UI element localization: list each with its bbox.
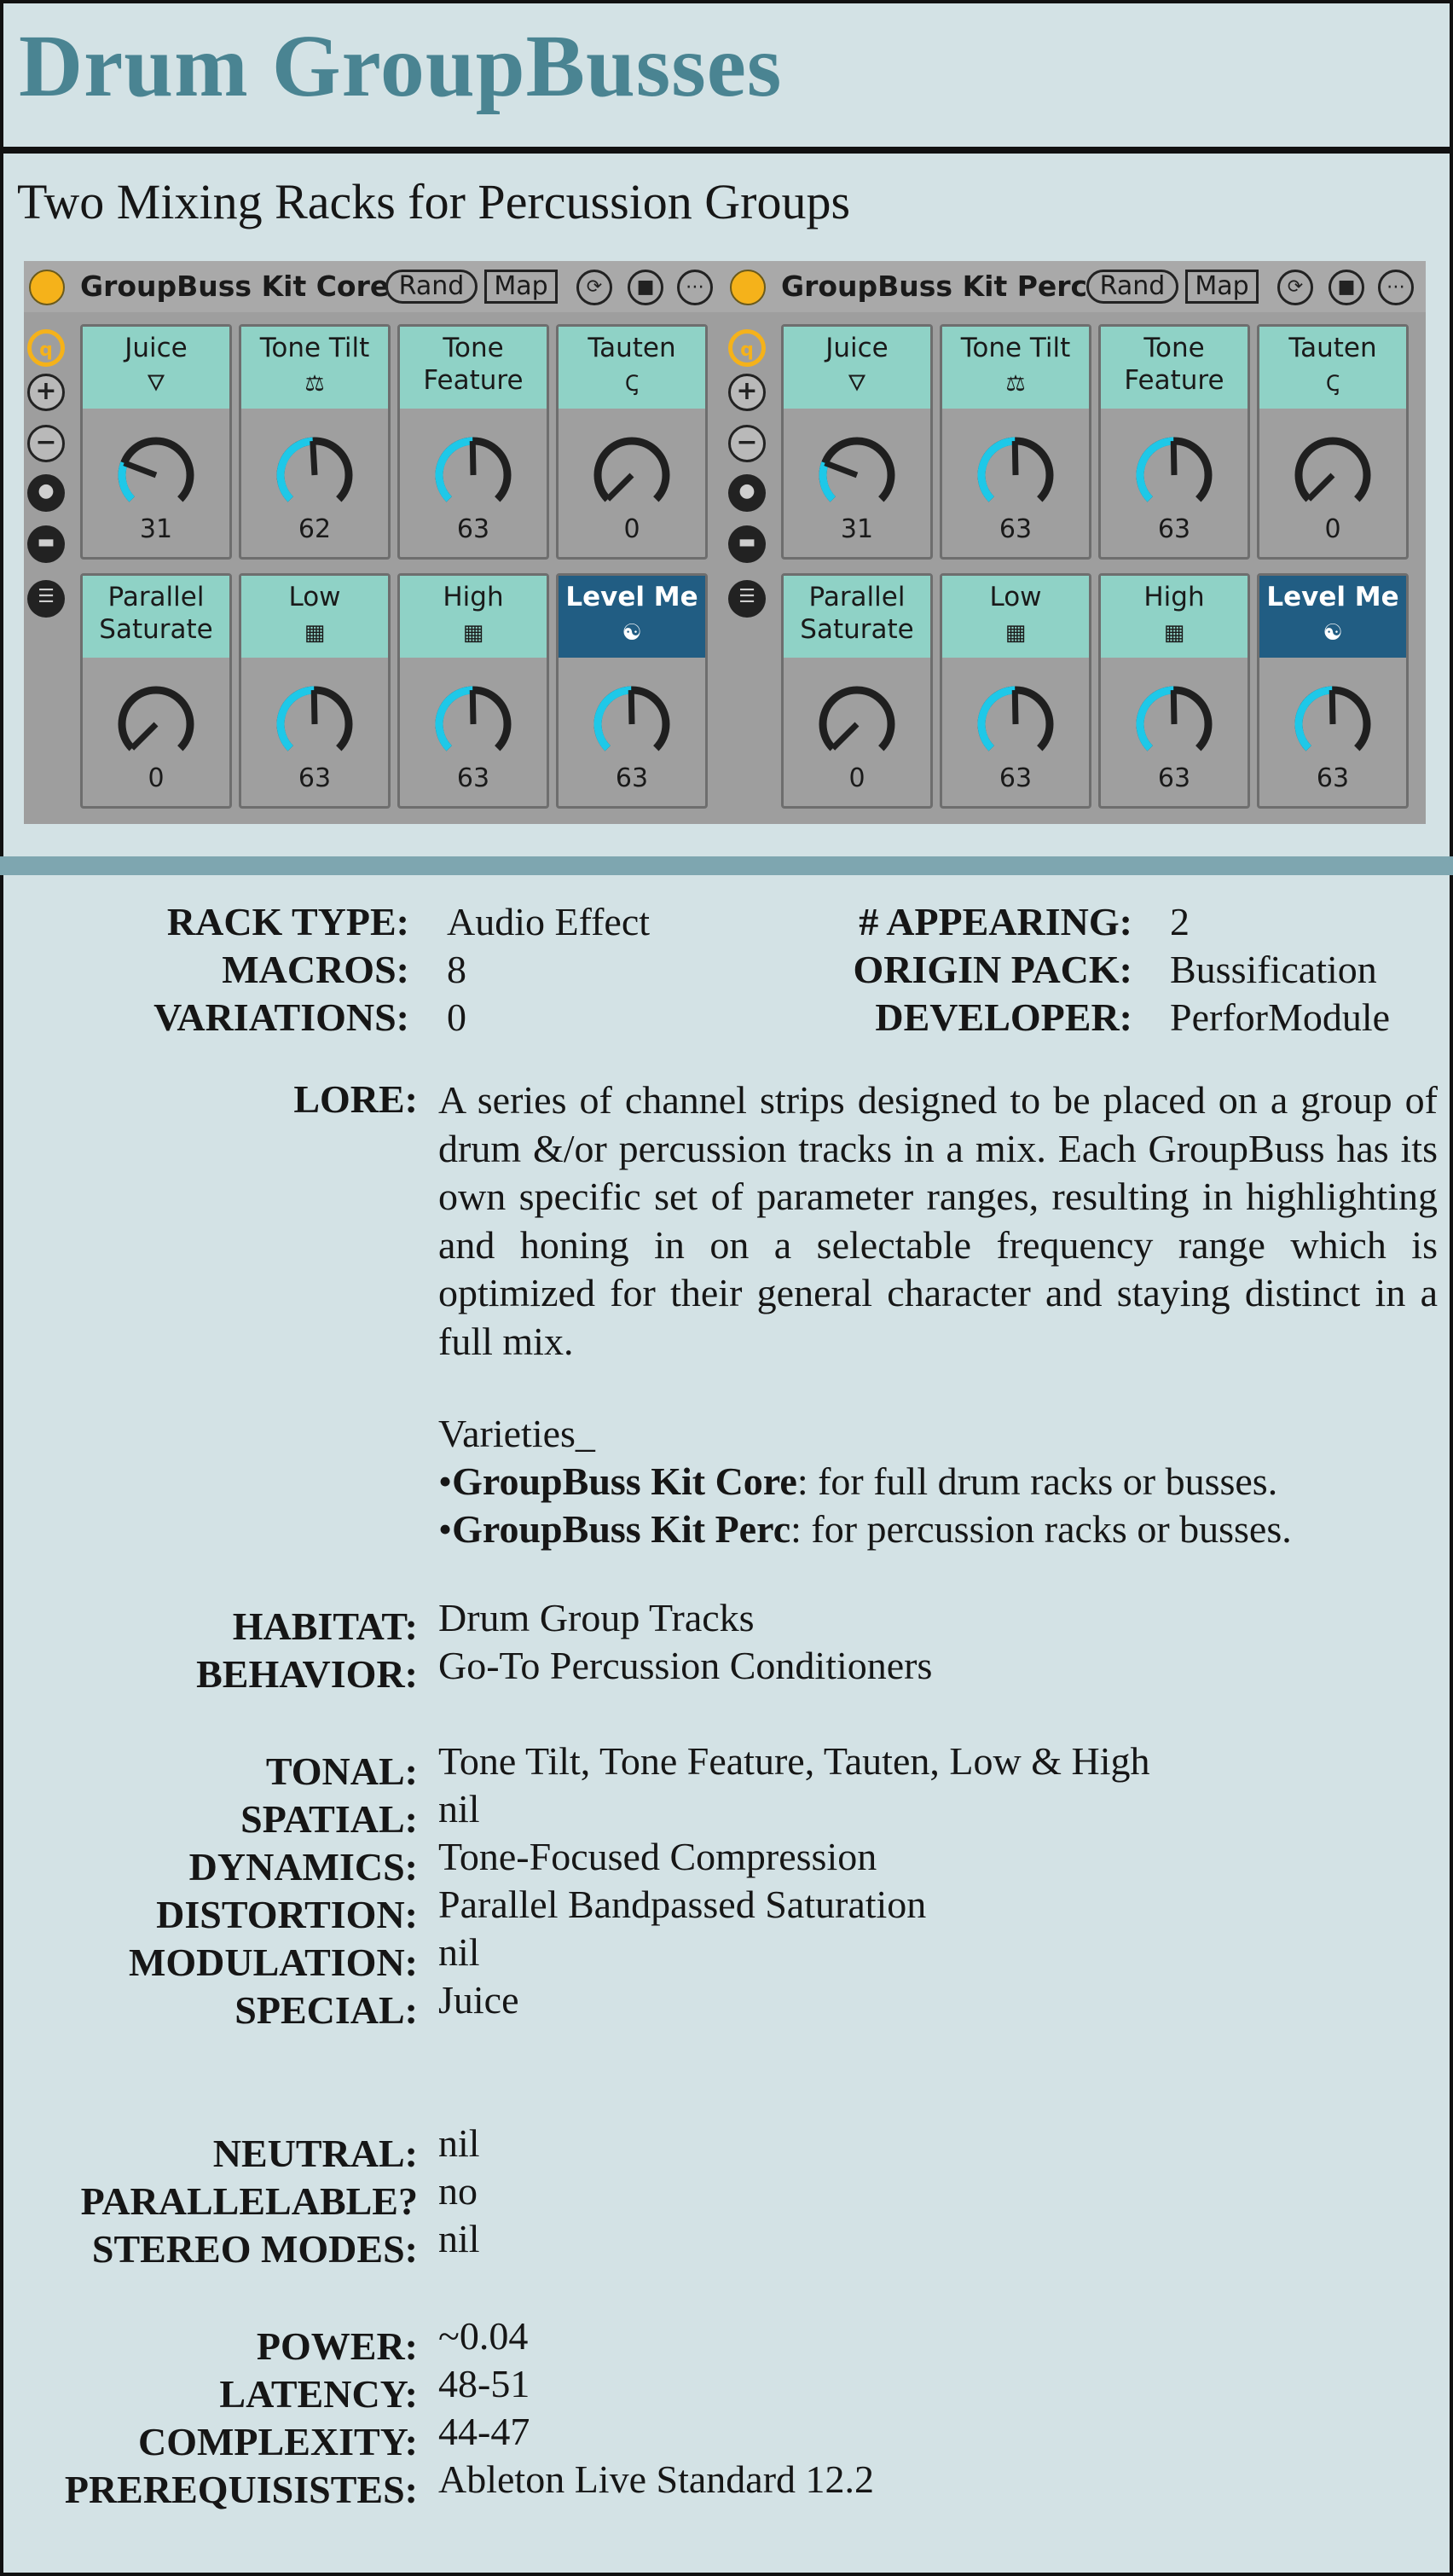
- knob-value-arc: [439, 441, 472, 499]
- knob-dial[interactable]: [814, 680, 900, 765]
- add-macro-icon[interactable]: +: [27, 374, 65, 411]
- knob-dial[interactable]: [1132, 431, 1217, 516]
- macro-label-area: [942, 576, 1089, 658]
- macro-label: Level Me: [1266, 582, 1399, 612]
- behavior-label: BEHAVIOR:: [196, 1652, 418, 1696]
- knob-value: 63: [1157, 514, 1191, 544]
- rand-button[interactable]: Rand: [385, 270, 478, 304]
- macro-select-icon[interactable]: q: [27, 329, 65, 367]
- knob-value: 0: [848, 763, 865, 793]
- lore-paragraph: A series of channel strips designed to be placed on a group of drum &/or percussion tracks in a mix. Each GroupBuss has its own specific set of parameter ranges, resulting in highlighting and honing in on a selectable frequency range which is optimized for their general character and staying distinct in a full mix.: [438, 1078, 1438, 1363]
- latency-label: LATENCY:: [219, 2372, 418, 2416]
- macro-knob[interactable]: [940, 324, 1091, 560]
- macro-label-area: [1259, 576, 1406, 658]
- variety-bullet: •: [438, 1507, 453, 1551]
- knob-dial[interactable]: [113, 431, 199, 516]
- knob-dial[interactable]: [272, 431, 357, 516]
- sync-icon[interactable]: ⟳: [1277, 270, 1313, 305]
- knob-pointer: [124, 463, 156, 475]
- lore-label: LORE:: [293, 1077, 418, 1121]
- knob-dial[interactable]: [814, 431, 900, 516]
- knob-value: 31: [840, 514, 874, 544]
- knob-dial[interactable]: [1290, 431, 1375, 516]
- parallelable-value: no: [438, 2169, 478, 2213]
- macro-label: Tauten: [1288, 333, 1377, 363]
- knob-dial[interactable]: [113, 680, 199, 765]
- knob-value-arc: [981, 441, 1015, 499]
- distortion-value: Parallel Bandpassed Saturation: [438, 1883, 927, 1926]
- knob-value: 31: [139, 514, 173, 544]
- knob-value: 0: [1324, 514, 1341, 544]
- macro-label: Tauten: [588, 333, 676, 363]
- rack-power-button[interactable]: [730, 270, 766, 305]
- macro-label-area: [1101, 327, 1247, 409]
- macro-label-area: [400, 576, 547, 658]
- grid-icon: ▦: [304, 620, 326, 646]
- racks-panel: [24, 261, 1426, 824]
- macro-label-area: [559, 576, 705, 658]
- flask-icon: 🜄: [146, 371, 166, 397]
- knob-dial[interactable]: [431, 431, 516, 516]
- macro-label: High: [443, 582, 504, 612]
- macro-label: Juice: [124, 333, 188, 363]
- neutral-label: NEUTRAL:: [212, 2132, 418, 2175]
- macro-knob[interactable]: [239, 324, 391, 560]
- power-value: ~0.04: [438, 2314, 529, 2358]
- macro-knob[interactable]: [556, 324, 708, 560]
- macro-label-area: [942, 327, 1089, 409]
- knob-track: [122, 690, 190, 748]
- lore-text: [438, 1076, 1438, 1366]
- yin-yang-icon: ☯: [1323, 620, 1343, 646]
- macro-label: Tone Tilt: [960, 333, 1071, 363]
- grid-icon: ▦: [462, 620, 484, 646]
- variety-name: GroupBuss Kit Core: [452, 1459, 797, 1503]
- variety-core: [438, 1459, 1278, 1503]
- page-title: Drum GroupBusses: [19, 17, 783, 115]
- knob-dial[interactable]: [973, 680, 1058, 765]
- remove-macro-icon[interactable]: −: [728, 425, 766, 462]
- knob-value: 63: [999, 763, 1033, 793]
- knob-value-arc: [1299, 690, 1332, 748]
- knob-dial[interactable]: [589, 431, 674, 516]
- rack-header: [24, 261, 725, 312]
- more-icon[interactable]: ⋯: [677, 270, 713, 305]
- macro-label: Low: [989, 582, 1042, 612]
- clamp-icon: Ꞔ: [624, 371, 640, 397]
- stereo-modes-value: nil: [438, 2217, 480, 2260]
- macro-label-area: [83, 576, 229, 658]
- knob-dial[interactable]: [973, 431, 1058, 516]
- macros-label: MACROS:: [222, 948, 409, 991]
- page-subtitle: Two Mixing Racks for Percussion Groups: [17, 174, 851, 229]
- variety-name: GroupBuss Kit Perc: [452, 1507, 791, 1551]
- scale-icon: ⚖: [1005, 371, 1026, 397]
- latency-value: 48-51: [438, 2362, 530, 2405]
- map-button[interactable]: Map: [484, 270, 558, 304]
- rack-type-label: RACK TYPE:: [166, 900, 409, 943]
- tonal-label: TONAL:: [265, 1749, 418, 1793]
- macro-knob[interactable]: [781, 324, 933, 560]
- sync-icon[interactable]: ⟳: [576, 270, 612, 305]
- macro-label-area: [1259, 327, 1406, 409]
- appearing-value: 2: [1170, 900, 1190, 943]
- knob-value: 63: [298, 763, 332, 793]
- macros-value: 8: [447, 948, 466, 991]
- macro-label: Parallel Saturate: [99, 582, 213, 645]
- knob-pointer: [313, 441, 315, 475]
- knob-dial[interactable]: [431, 680, 516, 765]
- rack-header: [725, 261, 1426, 312]
- variety-bullet: •: [438, 1459, 453, 1503]
- macro-label: High: [1143, 582, 1205, 612]
- macro-label-area: [400, 327, 547, 409]
- knob-value-arc: [1140, 441, 1173, 499]
- appearing-label: # APPEARING:: [859, 900, 1132, 943]
- knob-value: 63: [615, 763, 649, 793]
- modulation-label: MODULATION:: [128, 1941, 418, 1984]
- knob-pointer: [833, 724, 857, 748]
- macro-knob[interactable]: [556, 573, 708, 809]
- rack-name: GroupBuss Kit Core: [80, 270, 390, 303]
- knob-dial[interactable]: [272, 680, 357, 765]
- save-icon[interactable]: ■: [1329, 270, 1364, 305]
- knob-value-arc: [981, 690, 1015, 748]
- macro-knob[interactable]: [1257, 324, 1409, 560]
- prerequisites-label: PREREQUISISTES:: [64, 2468, 418, 2511]
- knob-value-arc: [281, 441, 313, 499]
- macro-knob[interactable]: [1098, 573, 1250, 809]
- knob-value: 63: [456, 763, 490, 793]
- knob-dial[interactable]: [1290, 680, 1375, 765]
- macro-label: Tone Feature: [1124, 333, 1224, 396]
- developer-label: DEVELOPER:: [875, 995, 1132, 1039]
- knob-value: 62: [298, 514, 332, 544]
- knob-pointer: [472, 441, 473, 475]
- rand-button[interactable]: Rand: [1086, 270, 1178, 304]
- macro-label-area: [241, 327, 388, 409]
- spatial-label: SPATIAL:: [240, 1797, 418, 1841]
- special-label: SPECIAL:: [234, 1988, 418, 2032]
- macro-label: Juice: [825, 333, 889, 363]
- scale-icon: ⚖: [304, 371, 325, 397]
- stereo-modes-label: STEREO MODES:: [91, 2227, 418, 2271]
- yin-yang-icon: ☯: [622, 620, 642, 646]
- knob-dial[interactable]: [589, 680, 674, 765]
- knob-track: [1299, 441, 1367, 499]
- knob-pointer: [472, 690, 473, 724]
- origin-pack-label: ORIGIN PACK:: [853, 948, 1132, 991]
- special-value: Juice: [438, 1978, 519, 2022]
- knob-value-arc: [439, 690, 472, 748]
- variations-label: VARIATIONS:: [153, 995, 409, 1039]
- complexity-label: COMPLEXITY:: [138, 2420, 418, 2463]
- habitat-value: Drum Group Tracks: [438, 1596, 755, 1639]
- knob-value-arc: [281, 690, 314, 748]
- parallelable-label: PARALLELABLE?: [80, 2179, 418, 2223]
- variety-desc: : for full drum racks or busses.: [796, 1459, 1278, 1503]
- macro-label-area: [241, 576, 388, 658]
- macro-label-area: [83, 327, 229, 409]
- grid-icon: ▦: [1163, 620, 1185, 646]
- modulation-value: nil: [438, 1930, 480, 1974]
- knob-track: [823, 690, 891, 748]
- developer-value: PerforModule: [1170, 995, 1391, 1039]
- more-icon[interactable]: ⋯: [1378, 270, 1414, 305]
- macro-knob[interactable]: [781, 573, 933, 809]
- knob-value-arc: [598, 690, 631, 748]
- knob-track: [122, 441, 190, 499]
- knob-pointer: [314, 690, 315, 724]
- knob-pointer: [608, 475, 632, 499]
- macro-knob[interactable]: [239, 573, 391, 809]
- variations-icon[interactable]: ☰: [27, 580, 65, 618]
- rack-perc: [725, 261, 1426, 824]
- dynamics-value: Tone-Focused Compression: [438, 1835, 877, 1878]
- habitat-label: HABITAT:: [232, 1604, 418, 1648]
- remove-macro-icon[interactable]: −: [27, 425, 65, 462]
- knob-pointer: [1332, 690, 1333, 724]
- rack-power-button[interactable]: [29, 270, 65, 305]
- prerequisites-value: Ableton Live Standard 12.2: [438, 2457, 875, 2501]
- knob-track: [823, 441, 891, 499]
- macro-knob[interactable]: [80, 324, 232, 560]
- knob-value-arc: [1140, 690, 1173, 748]
- macro-label: Low: [288, 582, 341, 612]
- macro-knob[interactable]: [80, 573, 232, 809]
- macro-knob[interactable]: [1257, 573, 1409, 809]
- knob-track: [598, 441, 666, 499]
- knob-pointer: [1015, 690, 1016, 724]
- snapshot-icon[interactable]: ●: [728, 474, 766, 512]
- snapshot-icon[interactable]: ●: [27, 474, 65, 512]
- spatial-value: nil: [438, 1787, 480, 1830]
- knob-pointer: [1015, 441, 1016, 475]
- knob-pointer: [825, 463, 857, 475]
- knob-value: 63: [456, 514, 490, 544]
- knob-dial[interactable]: [1132, 680, 1217, 765]
- variations-value: 0: [447, 995, 466, 1039]
- macro-label: Tone Feature: [423, 333, 524, 396]
- variety-perc: [438, 1507, 1292, 1551]
- macro-label-area: [784, 576, 930, 658]
- macro-knob[interactable]: [397, 324, 549, 560]
- knob-value: 63: [999, 514, 1033, 544]
- title-box: [0, 0, 1453, 154]
- macro-knob[interactable]: [940, 573, 1091, 809]
- add-macro-icon[interactable]: +: [728, 374, 766, 411]
- clamp-icon: Ꞔ: [1325, 371, 1340, 397]
- knob-value: 0: [623, 514, 640, 544]
- grid-icon: ▦: [1004, 620, 1027, 646]
- macro-label-area: [784, 327, 930, 409]
- macro-select-icon[interactable]: q: [728, 329, 766, 367]
- knob-pointer: [1309, 475, 1333, 499]
- complexity-value: 44-47: [438, 2410, 530, 2453]
- knob-pointer: [132, 724, 156, 748]
- rack-name: GroupBuss Kit Perc: [781, 270, 1088, 303]
- knob-value: 63: [1157, 763, 1191, 793]
- power-label: POWER:: [256, 2324, 418, 2368]
- neutral-value: nil: [438, 2121, 480, 2165]
- variety-desc: : for percussion racks or busses.: [790, 1507, 1292, 1551]
- behavior-value: Go-To Percussion Conditioners: [438, 1644, 933, 1687]
- macro-label-area: [559, 327, 705, 409]
- section-divider: [0, 856, 1453, 875]
- dynamics-label: DYNAMICS:: [188, 1845, 418, 1888]
- variations-icon[interactable]: ☰: [728, 580, 766, 618]
- rack-type-value: Audio Effect: [447, 900, 651, 943]
- knob-pointer: [631, 690, 632, 724]
- hide-macros-icon[interactable]: ▬: [728, 525, 766, 563]
- distortion-label: DISTORTION:: [156, 1893, 418, 1936]
- tonal-value: Tone Tilt, Tone Feature, Tauten, Low & High: [438, 1739, 1150, 1783]
- macro-knob[interactable]: [1098, 324, 1250, 560]
- varieties-heading: Varieties_: [438, 1412, 595, 1455]
- macro-label: Parallel Saturate: [800, 582, 914, 645]
- knob-value: 0: [148, 763, 165, 793]
- rack-core: [24, 261, 725, 824]
- knob-pointer: [1173, 690, 1174, 724]
- hide-macros-icon[interactable]: ▬: [27, 525, 65, 563]
- macro-knob[interactable]: [397, 573, 549, 809]
- macro-label-area: [1101, 576, 1247, 658]
- knob-value: 63: [1316, 763, 1350, 793]
- knob-pointer: [1173, 441, 1174, 475]
- macro-label: Level Me: [565, 582, 698, 612]
- save-icon[interactable]: ■: [628, 270, 663, 305]
- flask-icon: 🜄: [847, 371, 867, 397]
- origin-pack-value: Bussification: [1170, 948, 1377, 991]
- macro-label: Tone Tilt: [259, 333, 370, 363]
- map-button[interactable]: Map: [1185, 270, 1259, 304]
